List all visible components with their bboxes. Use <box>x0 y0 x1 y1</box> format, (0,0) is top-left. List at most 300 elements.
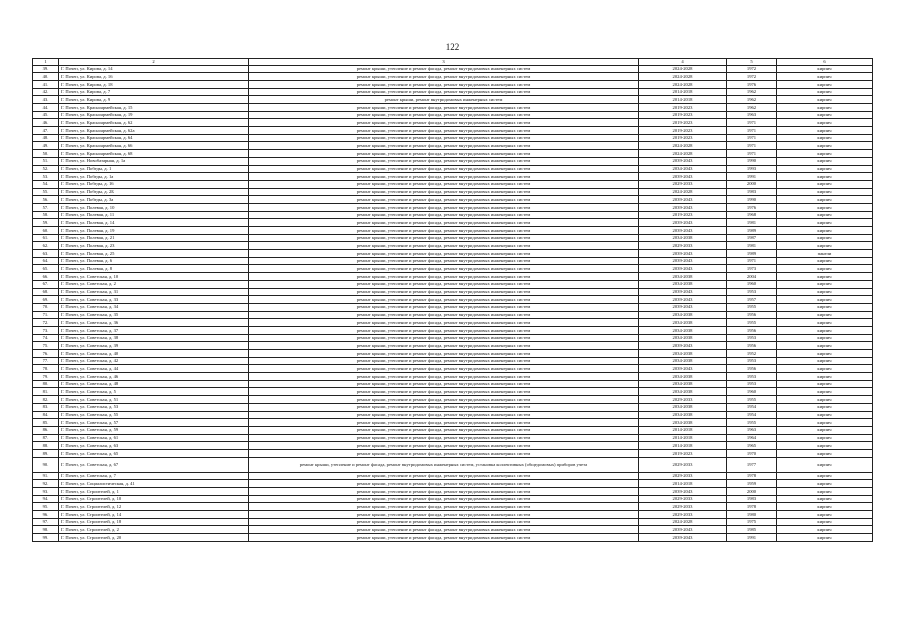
row-works: ремонт крыши, утепление и ремонт фасада, ремонт внутридомовых инженерных систем <box>249 411 639 419</box>
row-address: Г. Почеп, ул. Красноармейская, д. 66 <box>59 142 249 150</box>
table-row <box>33 211 873 219</box>
header-cell-4: 4 <box>639 59 727 66</box>
row-period: 2024-2028 <box>639 73 727 81</box>
row-period: 2039-2043 <box>639 288 727 296</box>
row-address: Г. Почеп, ул. Советская, д. 51 <box>59 396 249 404</box>
row-year: 1953 <box>727 380 777 388</box>
table-row <box>33 357 873 365</box>
row-year: 1964 <box>727 434 777 442</box>
row-period: 2034-2038 <box>639 380 727 388</box>
row-number: 64. <box>33 257 59 265</box>
row-works: ремонт крыши, утепление и ремонт фасада, ремонт внутридомовых инженерных систем <box>249 426 639 434</box>
row-works: ремонт крыши, утепление и ремонт фасада, ремонт внутридомовых инженерных систем <box>249 342 639 350</box>
row-material: кирпич <box>777 480 873 488</box>
row-material: кирпич <box>777 111 873 119</box>
row-works: ремонт крыши, утепление и ремонт фасада, ремонт внутридомовых инженерных систем <box>249 203 639 211</box>
row-year: 1962 <box>727 88 777 96</box>
row-material: кирпич <box>777 357 873 365</box>
table-row <box>33 503 873 511</box>
table-row <box>33 157 873 165</box>
row-year: 1976 <box>727 80 777 88</box>
header-cell-2: 2 <box>59 59 249 66</box>
row-period: 2024-2028 <box>639 150 727 158</box>
row-works: ремонт крыши, утепление и ремонт фасада, ремонт внутридомовых инженерных систем <box>249 480 639 488</box>
table-row <box>33 219 873 227</box>
row-works: ремонт крыши, утепление и ремонт фасада, ремонт внутридомовых инженерных систем <box>249 380 639 388</box>
row-material: кирпич <box>777 495 873 503</box>
row-period: 2039-2043 <box>639 526 727 534</box>
row-address: Г. Почеп, ул. Советская, д. 31 <box>59 288 249 296</box>
row-address: Г. Почеп, ул. Советская, д. 37 <box>59 326 249 334</box>
row-year: 2000 <box>727 180 777 188</box>
row-year: 1971 <box>727 150 777 158</box>
row-works: ремонт крыши, утепление и ремонт фасада, ремонт внутридомовых инженерных систем <box>249 234 639 242</box>
row-period: 2039-2043 <box>639 257 727 265</box>
row-works: ремонт крыши, утепление и ремонт фасада, ремонт внутридомовых инженерных систем <box>249 449 639 457</box>
row-material: кирпич <box>777 288 873 296</box>
row-address: Г. Почеп, ул. Советская, д. 36 <box>59 319 249 327</box>
row-number: 96. <box>33 511 59 519</box>
row-works: ремонт крыши, утепление и ремонт фасада, ремонт внутридомовых инженерных систем <box>249 396 639 404</box>
row-period: 2029-2033 <box>639 511 727 519</box>
row-year: 1981 <box>727 219 777 227</box>
row-material: кирпич <box>777 488 873 496</box>
row-works: ремонт крыши, утепление и ремонт фасада, ремонт внутридомовых инженерных систем <box>249 173 639 181</box>
row-period: 2014-2018 <box>639 426 727 434</box>
row-number: 42. <box>33 88 59 96</box>
row-works: ремонт крыши, утепление и ремонт фасада, ремонт внутридомовых инженерных систем, установка коллективных (общедомовых) приборов учета <box>249 457 639 472</box>
row-works: ремонт крыши, утепление и ремонт фасада, ремонт внутридомовых инженерных систем <box>249 150 639 158</box>
row-material: кирпич <box>777 365 873 373</box>
row-number: 61. <box>33 234 59 242</box>
row-address: Г. Почеп, ул. Красноармейская, д. 62 <box>59 119 249 127</box>
row-period: 2014-2018 <box>639 434 727 442</box>
table-row <box>33 426 873 434</box>
table-row <box>33 311 873 319</box>
row-material: кирпич <box>777 334 873 342</box>
row-period: 2039-2043 <box>639 488 727 496</box>
row-number: 67. <box>33 280 59 288</box>
row-number: 50. <box>33 150 59 158</box>
header-cell-3: 3 <box>249 59 639 66</box>
row-year: 1955 <box>727 319 777 327</box>
row-works: ремонт крыши, утепление и ремонт фасада, ремонт внутридомовых инженерных систем <box>249 503 639 511</box>
row-period: 2019-2023 <box>639 111 727 119</box>
row-works: ремонт крыши, утепление и ремонт фасада, ремонт внутридомовых инженерных систем <box>249 127 639 135</box>
row-number: 80. <box>33 380 59 388</box>
row-material: кирпич <box>777 503 873 511</box>
row-year: 1954 <box>727 403 777 411</box>
row-works: ремонт крыши, утепление и ремонт фасада, ремонт внутридомовых инженерных систем <box>249 495 639 503</box>
row-address: Г. Почеп, ул. Советская, д. 39 <box>59 342 249 350</box>
row-material: кирпич <box>777 211 873 219</box>
row-address: Г. Почеп, ул. Кирова, д. 14 <box>59 65 249 73</box>
row-address: Г. Почеп, ул. Красноармейская, д. 64 <box>59 134 249 142</box>
row-year: 1954 <box>727 411 777 419</box>
row-period: 2034-2038 <box>639 280 727 288</box>
row-material: кирпич <box>777 342 873 350</box>
row-works: ремонт крыши, утепление и ремонт фасада, ремонт внутридомовых инженерных систем <box>249 296 639 304</box>
row-material: кирпич <box>777 119 873 127</box>
row-period: 2014-2018 <box>639 88 727 96</box>
row-number: 70. <box>33 303 59 311</box>
row-material: кирпич <box>777 472 873 480</box>
row-address: Г. Почеп, ул. Победы, д. 1а <box>59 173 249 181</box>
row-material: кирпич <box>777 396 873 404</box>
table-row <box>33 480 873 488</box>
table-row <box>33 265 873 273</box>
row-number: 47. <box>33 127 59 135</box>
row-number: 76. <box>33 350 59 358</box>
row-works: ремонт крыши, утепление и ремонт фасада, ремонт внутридомовых инженерных систем <box>249 104 639 112</box>
row-address: Г. Почеп, ул. Красноармейская, д. 15 <box>59 104 249 112</box>
row-number: 57. <box>33 203 59 211</box>
row-year: 1987 <box>727 234 777 242</box>
row-address: Г. Почеп, ул. Строителей, д. 18 <box>59 518 249 526</box>
row-address: Г. Почеп, ул. Советская, д. 42 <box>59 357 249 365</box>
table-row <box>33 518 873 526</box>
page-number: 122 <box>445 42 460 52</box>
row-address: Г. Почеп, ул. Кирова, д. 9 <box>59 96 249 104</box>
table-row <box>33 449 873 457</box>
row-year: 1970 <box>727 449 777 457</box>
table-row <box>33 104 873 112</box>
row-material: кирпич <box>777 419 873 427</box>
row-material: кирпич <box>777 373 873 381</box>
table-row <box>33 326 873 334</box>
row-year: 1953 <box>727 357 777 365</box>
row-number: 98. <box>33 526 59 534</box>
row-period: 2039-2043 <box>639 203 727 211</box>
row-address: Г. Почеп, ул. Советская, д. 46 <box>59 373 249 381</box>
row-period: 2019-2023 <box>639 211 727 219</box>
row-year: 1955 <box>727 303 777 311</box>
table-row <box>33 457 873 472</box>
row-material: кирпич <box>777 511 873 519</box>
row-year: 2004 <box>727 273 777 281</box>
row-year: 1990 <box>727 196 777 204</box>
row-works: ремонт крыши, утепление и ремонт фасада, ремонт внутридомовых инженерных систем <box>249 280 639 288</box>
row-works: ремонт крыши, утепление и ремонт фасада, ремонт внутридомовых инженерных систем <box>249 165 639 173</box>
row-year: 1981 <box>727 242 777 250</box>
row-number: 71. <box>33 311 59 319</box>
table-row <box>33 180 873 188</box>
row-period: 2014-2018 <box>639 480 727 488</box>
row-address: Г. Почеп, ул. Советская, д. 57 <box>59 419 249 427</box>
row-period: 2034-2043 <box>639 165 727 173</box>
row-material: кирпич <box>777 150 873 158</box>
row-address: Г. Почеп, ул. Строителей, д. 20 <box>59 534 249 542</box>
row-address: Г. Почеп, ул. Полевая, д. 10 <box>59 203 249 211</box>
row-year: 1989 <box>727 250 777 258</box>
row-period: 2039-2043 <box>639 196 727 204</box>
row-number: 79. <box>33 373 59 381</box>
row-works: ремонт крыши, утепление и ремонт фасада, ремонт внутридомовых инженерных систем <box>249 434 639 442</box>
row-material: кирпич <box>777 173 873 181</box>
table-row <box>33 111 873 119</box>
table-row <box>33 150 873 158</box>
row-address: Г. Почеп, ул. Победы, д. 3а <box>59 196 249 204</box>
row-year: 1956 <box>727 365 777 373</box>
row-period: 2014-2018 <box>639 442 727 450</box>
row-year: 1991 <box>727 534 777 542</box>
row-address: Г. Почеп, ул. Полевая, д. 11 <box>59 211 249 219</box>
row-year: 1955 <box>727 419 777 427</box>
row-year: 1956 <box>727 342 777 350</box>
row-number: 51. <box>33 157 59 165</box>
row-material: кирпич <box>777 426 873 434</box>
row-number: 43. <box>33 96 59 104</box>
table-row <box>33 334 873 342</box>
row-material: кирпич <box>777 434 873 442</box>
row-year: 1953 <box>727 373 777 381</box>
table-row <box>33 196 873 204</box>
row-works: ремонт крыши, утепление и ремонт фасада, ремонт внутридомовых инженерных систем <box>249 73 639 81</box>
row-number: 99. <box>33 534 59 542</box>
row-address: Г. Почеп, ул. Советская, д. 53 <box>59 403 249 411</box>
row-works: ремонт крыши, утепление и ремонт фасада, ремонт внутридомовых инженерных систем <box>249 273 639 281</box>
row-number: 56. <box>33 196 59 204</box>
row-year: 1963 <box>727 426 777 434</box>
row-address: Г. Почеп, ул. Кирова, д. 18 <box>59 80 249 88</box>
row-address: Г. Почеп, ул. Советская, д. 5 <box>59 388 249 396</box>
table-row <box>33 396 873 404</box>
row-period: 2019-2023 <box>639 134 727 142</box>
row-number: 59. <box>33 219 59 227</box>
row-number: 55. <box>33 188 59 196</box>
table-row <box>33 472 873 480</box>
row-period: 2029-2033 <box>639 503 727 511</box>
table-header-row <box>33 59 873 66</box>
table-row <box>33 342 873 350</box>
row-year: 1953 <box>727 334 777 342</box>
row-period: 2024-2028 <box>639 518 727 526</box>
table-row <box>33 442 873 450</box>
row-works: ремонт крыши, утепление и ремонт фасада, ремонт внутридомовых инженерных систем <box>249 365 639 373</box>
table-row <box>33 511 873 519</box>
row-period: 2039-2043 <box>639 173 727 181</box>
row-year: 1983 <box>727 188 777 196</box>
row-works: ремонт крыши, утепление и ремонт фасада, ремонт внутридомовых инженерных систем <box>249 219 639 227</box>
row-address: Г. Почеп, ул. Красноармейская, д. 68 <box>59 150 249 158</box>
row-material: кирпич <box>777 134 873 142</box>
row-year: 1956 <box>727 311 777 319</box>
row-period: 2034-2038 <box>639 311 727 319</box>
table-row <box>33 296 873 304</box>
row-period: 2034-2038 <box>639 403 727 411</box>
table-row <box>33 142 873 150</box>
header-cell-5: 5 <box>727 59 777 66</box>
row-period: 2034-2038 <box>639 319 727 327</box>
row-works: ремонт крыши, утепление и ремонт фасада, ремонт внутридомовых инженерных систем <box>249 534 639 542</box>
table-row <box>33 388 873 396</box>
row-number: 77. <box>33 357 59 365</box>
row-material: кирпич <box>777 188 873 196</box>
row-address: Г. Почеп, ул. Полевая, д. 19 <box>59 227 249 235</box>
row-material: кирпич <box>777 442 873 450</box>
row-period: 2019-2023 <box>639 119 727 127</box>
row-material: кирпич <box>777 227 873 235</box>
row-material: кирпич <box>777 165 873 173</box>
row-works: ремонт крыши, утепление и ремонт фасада, ремонт внутридомовых инженерных систем <box>249 227 639 235</box>
table-row <box>33 165 873 173</box>
row-year: 1989 <box>727 227 777 235</box>
row-material: кирпич <box>777 449 873 457</box>
row-year: 1980 <box>727 511 777 519</box>
table-row <box>33 419 873 427</box>
table-row <box>33 280 873 288</box>
row-works: ремонт крыши, утепление и ремонт фасада, ремонт внутридомовых инженерных систем <box>249 442 639 450</box>
table-row <box>33 495 873 503</box>
row-number: 66. <box>33 273 59 281</box>
housing-program-table <box>32 58 872 542</box>
row-works: ремонт крыши, утепление и ремонт фасада, ремонт внутридомовых инженерных систем <box>249 403 639 411</box>
row-number: 41. <box>33 80 59 88</box>
row-number: 44. <box>33 104 59 112</box>
table-row <box>33 403 873 411</box>
row-period: 2029-2033 <box>639 242 727 250</box>
row-address: Г. Почеп, ул. Советская, д. 2 <box>59 280 249 288</box>
row-number: 86. <box>33 426 59 434</box>
row-period: 2029-2033 <box>639 457 727 472</box>
row-material: кирпич <box>777 411 873 419</box>
table-row <box>33 173 873 181</box>
row-year: 1972 <box>727 73 777 81</box>
row-period: 2034-2038 <box>639 419 727 427</box>
row-works: ремонт крыши, утепление и ремонт фасада, ремонт внутридомовых инженерных систем <box>249 526 639 534</box>
row-works: ремонт крыши, утепление и ремонт фасада, ремонт внутридомовых инженерных систем <box>249 419 639 427</box>
row-address: Г. Почеп, ул. Строителей, д. 1 <box>59 488 249 496</box>
row-number: 81. <box>33 388 59 396</box>
row-number: 52. <box>33 165 59 173</box>
row-material: кирпич <box>777 457 873 472</box>
row-works: ремонт крыши, утепление и ремонт фасада, ремонт внутридомовых инженерных систем <box>249 180 639 188</box>
row-number: 58. <box>33 211 59 219</box>
row-address: Г. Почеп, ул. Советская, д. 65 <box>59 449 249 457</box>
row-works: ремонт крыши, утепление и ремонт фасада, ремонт внутридомовых инженерных систем <box>249 65 639 73</box>
row-year: 1991 <box>727 173 777 181</box>
row-works: ремонт крыши, утепление и ремонт фасада, ремонт внутридомовых инженерных систем <box>249 242 639 250</box>
table-row <box>33 96 873 104</box>
row-material: кирпич <box>777 311 873 319</box>
row-address: Г. Почеп, ул. Полевая, д. 23 <box>59 242 249 250</box>
row-material: кирпич <box>777 73 873 81</box>
row-year: 1972 <box>727 65 777 73</box>
row-material: кирпич <box>777 80 873 88</box>
row-material: кирпич <box>777 403 873 411</box>
row-material: кирпич <box>777 518 873 526</box>
row-works: ремонт крыши, утепление и ремонт фасада, ремонт внутридомовых инженерных систем <box>249 334 639 342</box>
table-row <box>33 526 873 534</box>
row-material: кирпич <box>777 265 873 273</box>
row-year: 1983 <box>727 495 777 503</box>
row-period: 2039-2043 <box>639 265 727 273</box>
row-address: Г. Почеп, ул. Советская, д. 61 <box>59 434 249 442</box>
row-address: Г. Почеп, ул. Кирова, д. 16 <box>59 73 249 81</box>
row-works: ремонт крыши, утепление и ремонт фасада, ремонт внутридомовых инженерных систем <box>249 388 639 396</box>
row-address: Г. Почеп, ул. Строителей, д. 12 <box>59 503 249 511</box>
row-period: 2034-2038 <box>639 326 727 334</box>
table-row <box>33 119 873 127</box>
table-row <box>33 534 873 542</box>
row-period: 2029-2033 <box>639 180 727 188</box>
row-period: 2024-2028 <box>639 142 727 150</box>
row-address: Г. Почеп, ул. Советская, д. 48 <box>59 380 249 388</box>
row-number: 62. <box>33 242 59 250</box>
table-row <box>33 434 873 442</box>
row-address: Г. Почеп, ул. Советская, д. 40 <box>59 350 249 358</box>
row-number: 74. <box>33 334 59 342</box>
row-material: кирпич <box>777 104 873 112</box>
row-material: кирпич <box>777 526 873 534</box>
table-row <box>33 65 873 73</box>
row-year: 1978 <box>727 472 777 480</box>
table-row <box>33 411 873 419</box>
row-year: 1977 <box>727 457 777 472</box>
row-year: 1953 <box>727 288 777 296</box>
row-number: 89. <box>33 449 59 457</box>
row-number: 88. <box>33 442 59 450</box>
row-address: Г. Почеп, ул. Советская, д. 44 <box>59 365 249 373</box>
row-address: Г. Почеп, ул. Строителей, д. 14 <box>59 511 249 519</box>
table-row <box>33 488 873 496</box>
row-number: 90. <box>33 457 59 472</box>
row-number: 53. <box>33 173 59 181</box>
row-number: 46. <box>33 119 59 127</box>
row-period: 2024-2028 <box>639 188 727 196</box>
row-works: ремонт крыши, утепление и ремонт фасада, ремонт внутридомовых инженерных систем <box>249 196 639 204</box>
row-material: кирпич <box>777 196 873 204</box>
row-year: 1959 <box>727 480 777 488</box>
row-address: Г. Почеп, ул. Кирова, д. 7 <box>59 88 249 96</box>
table-row <box>33 188 873 196</box>
row-number: 84. <box>33 411 59 419</box>
row-year: 1985 <box>727 526 777 534</box>
row-number: 91. <box>33 472 59 480</box>
row-works: ремонт крыши, утепление и ремонт фасада, ремонт внутридомовых инженерных систем <box>249 257 639 265</box>
row-year: 1960 <box>727 388 777 396</box>
row-works: ремонт крыши, утепление и ремонт фасада, ремонт внутридомовых инженерных систем <box>249 88 639 96</box>
row-works: ремонт крыши, утепление и ремонт фасада, ремонт внутридомовых инженерных систем <box>249 311 639 319</box>
row-number: 93. <box>33 488 59 496</box>
row-material: кирпич <box>777 96 873 104</box>
row-period: 2039-2043 <box>639 250 727 258</box>
row-address: Г. Почеп, ул. Полевая, д. 6 <box>59 257 249 265</box>
row-year: 1993 <box>727 165 777 173</box>
row-address: Г. Почеп, ул. Строителей, д. 10 <box>59 495 249 503</box>
row-material: кирпич <box>777 350 873 358</box>
row-address: Г. Почеп, ул. Советская, д. 10 <box>59 273 249 281</box>
row-works: ремонт крыши, утепление и ремонт фасада, ремонт внутридомовых инженерных систем <box>249 373 639 381</box>
row-year: 2000 <box>727 488 777 496</box>
row-address: Г. Почеп, ул. Полевая, д. 21 <box>59 234 249 242</box>
row-year: 1971 <box>727 119 777 127</box>
row-address: Г. Почеп, ул. Новобазарная, д. 1а <box>59 157 249 165</box>
row-period: 2039-2043 <box>639 342 727 350</box>
row-address: Г. Почеп, ул. Победы, д. 1 <box>59 165 249 173</box>
row-period: 2019-2023 <box>639 104 727 112</box>
table-row <box>33 227 873 235</box>
row-number: 95. <box>33 503 59 511</box>
row-address: Г. Почеп, ул. Советская, д. 38 <box>59 334 249 342</box>
row-number: 63. <box>33 250 59 258</box>
row-period: 2034-2038 <box>639 234 727 242</box>
row-period: 2029-2033 <box>639 396 727 404</box>
row-year: 1962 <box>727 96 777 104</box>
row-works: ремонт крыши, утепление и ремонт фасада, ремонт внутридомовых инженерных систем <box>249 350 639 358</box>
row-period: 2039-2043 <box>639 157 727 165</box>
row-works: ремонт крыши, утепление и ремонт фасада, ремонт внутридомовых инженерных систем <box>249 488 639 496</box>
